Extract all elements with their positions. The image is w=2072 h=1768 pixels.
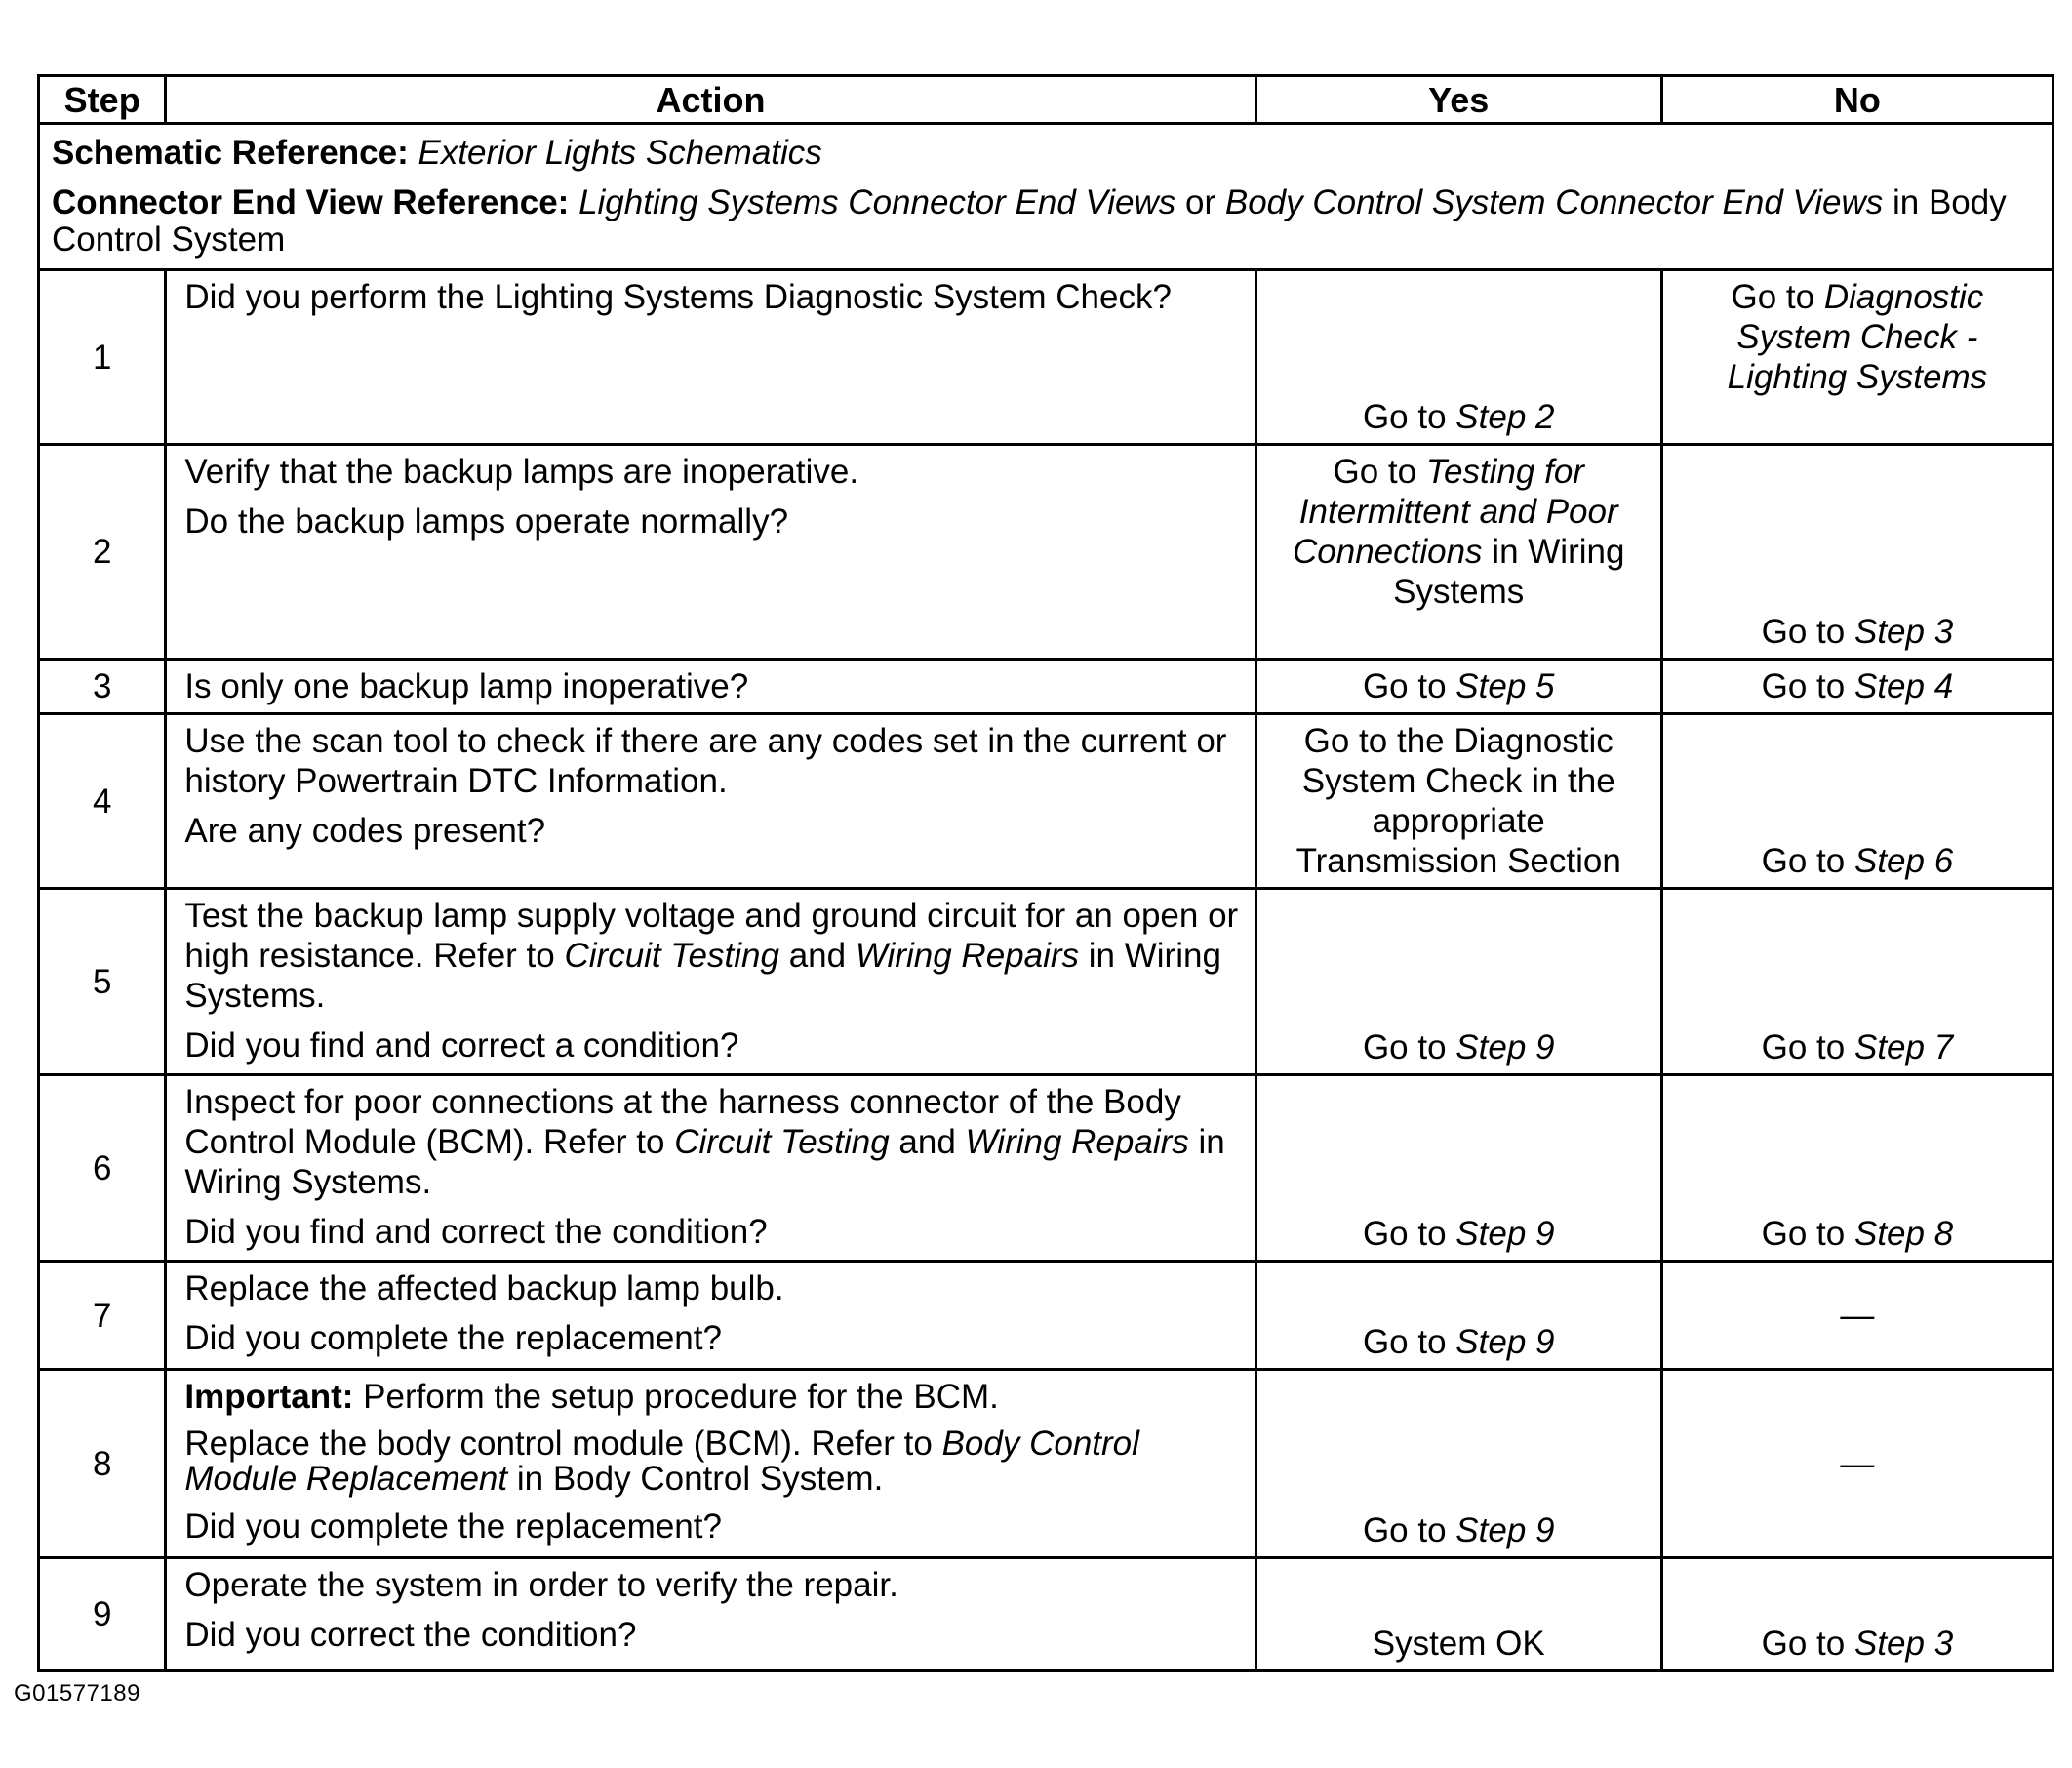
bcm-replacement-link[interactable]: Body Control Module Replacement bbox=[184, 1425, 1139, 1498]
action-question: Are any codes present? bbox=[184, 812, 546, 850]
step-number: 7 bbox=[39, 1262, 166, 1370]
yes-step-link[interactable]: Step 2 bbox=[1455, 398, 1555, 436]
no-prefix: Go to bbox=[1761, 613, 1846, 651]
yes-prefix: Go to bbox=[1362, 1323, 1447, 1361]
no-prefix: Go to bbox=[1761, 1028, 1846, 1066]
connector-reference-or: or bbox=[1184, 183, 1216, 221]
no-result[interactable] bbox=[1675, 666, 2040, 706]
action-cell bbox=[166, 660, 1255, 714]
no-step-link[interactable]: Step 3 bbox=[1853, 1625, 1954, 1663]
yes-result[interactable] bbox=[1269, 1322, 1649, 1362]
circuit-testing-link[interactable]: Circuit Testing bbox=[674, 1123, 890, 1161]
schematic-reference bbox=[52, 133, 2040, 173]
table-row bbox=[39, 1370, 2053, 1558]
yes-step-link[interactable]: Step 5 bbox=[1455, 667, 1555, 705]
action-question: Did you complete the replacement? bbox=[184, 1319, 722, 1357]
no-result[interactable] bbox=[1675, 277, 2040, 397]
yes-prefix: Go to bbox=[1362, 1511, 1447, 1549]
no-step-link[interactable]: Step 8 bbox=[1853, 1215, 1954, 1253]
yes-cell bbox=[1255, 270, 1661, 445]
no-cell bbox=[1661, 1370, 2052, 1558]
table-row bbox=[39, 1558, 2053, 1671]
yes-step-link[interactable]: Step 9 bbox=[1455, 1028, 1555, 1066]
figure-id: G01577189 bbox=[14, 1680, 140, 1707]
header-row bbox=[39, 76, 2053, 124]
header-no: No bbox=[1661, 76, 2052, 124]
yes-prefix: Go to bbox=[1362, 1028, 1447, 1066]
action-question: Did you correct the condition? bbox=[184, 1616, 637, 1654]
table-row bbox=[39, 660, 2053, 714]
action-text-pre: Replace the body control module (BCM). Refer to bbox=[184, 1425, 933, 1463]
diagnostic-table bbox=[37, 74, 2054, 1672]
no-step-link[interactable]: Step 6 bbox=[1853, 842, 1954, 880]
reference-cell bbox=[39, 124, 2053, 270]
action-question: Did you find and correct the condition? bbox=[184, 1213, 768, 1251]
yes-cell bbox=[1255, 1370, 1661, 1558]
no-result[interactable] bbox=[1675, 841, 2040, 881]
step-number: 3 bbox=[39, 660, 166, 714]
important-label: Important: bbox=[184, 1378, 354, 1416]
no-prefix: Go to bbox=[1761, 667, 1846, 705]
yes-step-link[interactable]: Step 9 bbox=[1455, 1511, 1555, 1549]
header-step: Step bbox=[39, 76, 166, 124]
table-row bbox=[39, 889, 2053, 1075]
no-result-dash: — bbox=[1840, 1444, 1875, 1483]
no-step-link[interactable]: Step 3 bbox=[1853, 613, 1954, 651]
yes-cell bbox=[1255, 889, 1661, 1075]
yes-step-link[interactable]: Step 9 bbox=[1455, 1323, 1555, 1361]
yes-result[interactable] bbox=[1269, 666, 1649, 706]
action-text bbox=[184, 1426, 1240, 1497]
table-row bbox=[39, 1262, 2053, 1370]
yes-result[interactable] bbox=[1269, 397, 1649, 437]
action-question: Did you find and correct a condition? bbox=[184, 1026, 739, 1065]
action-cell bbox=[166, 1075, 1255, 1262]
yes-link[interactable]: Testing for Intermittent and Poor Connections bbox=[1292, 453, 1618, 571]
connector-reference-label: Connector End View Reference: bbox=[52, 183, 570, 221]
action-cell bbox=[166, 1558, 1255, 1671]
action-text-post: in Body Control System. bbox=[516, 1460, 884, 1498]
connector-reference-link-1[interactable]: Lighting Systems Connector End Views bbox=[578, 183, 1176, 221]
no-result[interactable] bbox=[1675, 1624, 2040, 1664]
action-question: Is only one backup lamp inoperative? bbox=[184, 667, 749, 705]
action-text-post: in Wiring Systems. bbox=[184, 937, 1221, 1015]
table-row bbox=[39, 445, 2053, 660]
step-number: 2 bbox=[39, 445, 166, 660]
schematic-reference-link[interactable]: Exterior Lights Schematics bbox=[418, 134, 822, 172]
no-step-link[interactable]: Step 7 bbox=[1853, 1028, 1954, 1066]
action-text: Did you perform the Lighting Systems Diagnostic System Check? bbox=[184, 278, 1172, 316]
action-text-post: in Wiring Systems. bbox=[184, 1123, 1225, 1201]
yes-cell bbox=[1255, 1075, 1661, 1262]
wiring-repairs-link[interactable]: Wiring Repairs bbox=[855, 937, 1080, 975]
important-text: Perform the setup procedure for the BCM. bbox=[363, 1378, 999, 1416]
circuit-testing-link[interactable]: Circuit Testing bbox=[564, 937, 779, 975]
schematic-reference-label: Schematic Reference: bbox=[52, 134, 409, 172]
step-number: 4 bbox=[39, 714, 166, 889]
action-text: Replace the affected backup lamp bulb. bbox=[184, 1269, 784, 1307]
action-text bbox=[184, 896, 1240, 1016]
action-cell bbox=[166, 445, 1255, 660]
step-number: 5 bbox=[39, 889, 166, 1075]
yes-result[interactable]: System OK bbox=[1372, 1625, 1545, 1663]
action-cell bbox=[166, 714, 1255, 889]
important-note bbox=[184, 1377, 1240, 1417]
table-row bbox=[39, 1075, 2053, 1262]
action-text-pre: Test the backup lamp supply voltage and ground circuit for an open or high resistance. Refer to bbox=[184, 897, 1239, 975]
header-action: Action bbox=[166, 76, 1255, 124]
action-cell bbox=[166, 1370, 1255, 1558]
no-cell bbox=[1661, 1558, 2052, 1671]
no-prefix: Go to bbox=[1761, 842, 1846, 880]
no-result-dash: — bbox=[1840, 1296, 1875, 1335]
step-number: 9 bbox=[39, 1558, 166, 1671]
no-prefix: Go to bbox=[1761, 1625, 1846, 1663]
step-number: 1 bbox=[39, 270, 166, 445]
no-step-link[interactable]: Diagnostic System Check - Lighting Systems bbox=[1727, 278, 1988, 396]
action-text-mid: and bbox=[788, 937, 847, 975]
yes-result[interactable]: Go to the Diagnostic System Check in the appropriate Transmission Section bbox=[1295, 722, 1621, 880]
no-cell bbox=[1661, 445, 2052, 660]
no-cell bbox=[1661, 1262, 2052, 1370]
action-cell bbox=[166, 889, 1255, 1075]
no-step-link[interactable]: Step 4 bbox=[1853, 667, 1954, 705]
action-cell bbox=[166, 1262, 1255, 1370]
yes-step-link[interactable]: Step 9 bbox=[1455, 1215, 1555, 1253]
wiring-repairs-link[interactable]: Wiring Repairs bbox=[965, 1123, 1189, 1161]
no-result[interactable] bbox=[1675, 1027, 2040, 1067]
action-text-mid: and bbox=[898, 1123, 956, 1161]
yes-cell bbox=[1255, 1558, 1661, 1671]
connector-reference bbox=[52, 184, 2040, 259]
no-result[interactable] bbox=[1675, 612, 2040, 652]
yes-result[interactable] bbox=[1269, 1510, 1649, 1550]
action-cell bbox=[166, 270, 1255, 445]
yes-prefix: Go to bbox=[1362, 398, 1447, 436]
yes-cell bbox=[1255, 445, 1661, 660]
yes-prefix: Go to bbox=[1362, 667, 1447, 705]
yes-cell bbox=[1255, 1262, 1661, 1370]
connector-reference-link-2[interactable]: Body Control System Connector End Views bbox=[1224, 183, 1884, 221]
yes-result[interactable] bbox=[1269, 452, 1649, 612]
no-prefix: Go to bbox=[1761, 1215, 1846, 1253]
yes-cell bbox=[1255, 714, 1661, 889]
action-question: Do the backup lamps operate normally? bbox=[184, 502, 789, 541]
action-text-pre: Inspect for poor connections at the harness connector of the Body Control Module (BCM). Refer to bbox=[184, 1083, 1181, 1161]
action-text: Use the scan tool to check if there are any codes set in the current or history Powertrain DTC Information. bbox=[184, 722, 1227, 800]
reference-row bbox=[39, 124, 2053, 270]
table-row bbox=[39, 270, 2053, 445]
step-number: 6 bbox=[39, 1075, 166, 1262]
no-cell bbox=[1661, 1075, 2052, 1262]
yes-prefix: Go to bbox=[1333, 453, 1417, 491]
no-result[interactable] bbox=[1675, 1214, 2040, 1254]
action-text: Verify that the backup lamps are inoperative. bbox=[184, 453, 859, 491]
connector-reference-tail: in Body Control System bbox=[52, 183, 2007, 259]
yes-suffix: in Wiring Systems bbox=[1393, 533, 1625, 611]
yes-prefix: Go to bbox=[1362, 1215, 1447, 1253]
no-cell bbox=[1661, 714, 2052, 889]
no-cell bbox=[1661, 270, 2052, 445]
step-number: 8 bbox=[39, 1370, 166, 1558]
action-question: Did you complete the replacement? bbox=[184, 1507, 722, 1546]
no-cell bbox=[1661, 889, 2052, 1075]
no-cell bbox=[1661, 660, 2052, 714]
yes-result[interactable] bbox=[1269, 1027, 1649, 1067]
action-text bbox=[184, 1082, 1240, 1202]
yes-result[interactable] bbox=[1269, 1214, 1649, 1254]
action-text: Operate the system in order to verify the repair. bbox=[184, 1566, 898, 1604]
yes-cell bbox=[1255, 660, 1661, 714]
table-row bbox=[39, 714, 2053, 889]
header-yes: Yes bbox=[1255, 76, 1661, 124]
no-prefix: Go to bbox=[1731, 278, 1815, 316]
